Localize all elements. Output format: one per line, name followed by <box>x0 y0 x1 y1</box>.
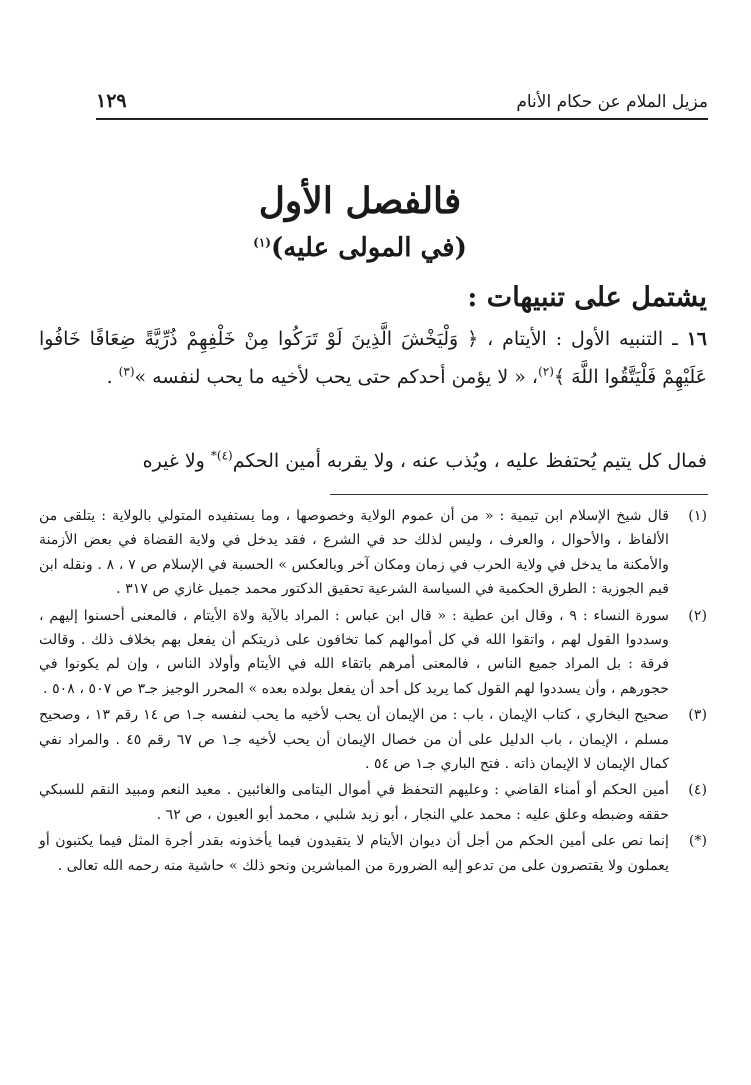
chapter-subtitle-text: (في المولى عليه) <box>270 233 467 263</box>
item-number: ١٦ <box>686 328 707 350</box>
main-paragraph <box>39 320 707 396</box>
item-text-3: . <box>106 366 113 388</box>
footnote-marker: (١) <box>688 508 707 524</box>
footnote-text: قال شيخ الإسلام ابن تيمية : « من أن عموم الولاية وخصوصها ، وما يستفيده المتولي بالولاية : يتلقى من الألفاظ ، والأحوال ، والعرف ، وليس لذلك حد في الشرع ، فقد يدخل في ولاية القضاة في بعض الأزمنة والأمكنة ما يدخل في ولاية الحرب في زمان ومكان آخر وبالعكس » الحسبة في الإسلام ص ٧ ، ٨ . ونقله ابن قيم الجوزية : الطرق الحكمية في السياسة الشرعية تحقيق الدكتور محمد جميل غازي ص ٣١٧ . <box>39 508 669 598</box>
footnote-marker: (٣) <box>688 707 707 724</box>
item-text-1: ـ التنبيه الأول : الأيتام ، ﴿ وَلْيَخْشَ الَّذِينَ لَوْ تَرَكُوا مِنْ خَلْفِهِمْ ذُرِّيَّةً ضِعَافًا خَافُوا عَلَيْهِمْ فَلْيَتَّقُوا اللَّهَ ﴾ <box>39 328 707 388</box>
page-number: ١٢٩ <box>96 90 127 112</box>
second-paragraph <box>39 442 707 480</box>
running-header-title: مزيل الملام عن حكام الأنام <box>516 92 708 112</box>
chapter-subtitle <box>60 233 660 263</box>
footnote-text: إنما نص على أمين الحكم من أجل أن ديوان الأيتام لا يتقيدون فيما يأخذونه بقدر أجرة المثل فيما يكتبون أو يعملون ولا يقتصرون على من تدعو إليه الضرورة من المباشرين ونحو ذلك » حاشية منه رحمه الله تعالى . <box>39 833 669 874</box>
footnote-text: صحيح البخاري ، كتاب الإيمان ، باب : من الإيمان أن يحب لأخيه ما يحب لنفسه جـ١ ص ١٤ رقم ١٣ ، وصحيح مسلم ، الإيمان ، باب الدليل على أن من خصال الإيمان أن يحب لأخيه جـ١ ص ٦٧ رقم ٤٥ . والمراد نفي كمال الإيمان لا الإيمان ذاته . فتح الباري جـ١ ص ٥٤ . <box>39 707 669 773</box>
footnote-ref-2: (٢) <box>538 364 554 379</box>
footnote-2 <box>39 604 707 702</box>
section-label: يشتمل على تنبيهات : <box>467 282 707 313</box>
footnote-separator <box>330 494 708 495</box>
footnote-ref-3: (٣) <box>118 364 135 379</box>
footnote-1 <box>39 504 707 602</box>
chapter-title: فالفصل الأول <box>258 180 462 222</box>
footnote-text: سورة النساء : ٩ ، وقال ابن عطية : « قال ابن عباس : المراد بالآية ولاة الأيتام ، فالمعنى أحسنوا إليهم ، وسددوا القول لهم ، واتقوا الله في كل أموالهم كما تخافون على ذريتكم أن يفعل بهم بخلاف ذلك . وقالت فرقة : بل المراد جميع الناس ، فالمعنى أمرهم باتقاء الله في الأيتام وأولاد الناس ، وإن لم يكونوا في حجورهم ، وأن يسددوا لهم القول كما يريد كل أحد أن يفعل بولده بعده » المحرر الوجيز جـ٣ ص ٥٠٧ ، ٥٠٨ . <box>39 607 669 697</box>
footnote-asterisk <box>39 829 707 878</box>
footnote-4 <box>39 778 707 827</box>
footnote-text: أمين الحكم أو أمناء القاضي : وعليهم التحفظ في أموال اليتامى والغائبين . معيد النعم ومبيد النقم للسبكي حققه وضبطه وعلق عليه : محمد علي النجار ، أبو زيد شلبي ، محمد أبو العيون ، ص ٦٢ . <box>39 782 669 823</box>
footnote-ref-4: (٤)* <box>210 448 233 463</box>
footnote-marker: (*) <box>688 833 707 850</box>
footnotes <box>39 504 707 880</box>
item-text-2: ، « لا يؤمن أحدكم حتى يحب لأخيه ما يحب لنفسه » <box>134 366 539 388</box>
footnote-marker: (٢) <box>688 607 707 624</box>
paragraph-2-text-1: فمال كل يتيم يُحتفظ عليه ، ويُذب عنه ، ولا يقربه أمين الحكم <box>232 450 707 472</box>
footnote-marker: (٤) <box>688 782 707 799</box>
paragraph-2-text-2: ولا غيره <box>142 450 211 472</box>
header-rule <box>96 118 708 120</box>
running-header <box>96 88 708 118</box>
footnote-ref-1: (١) <box>253 235 271 250</box>
footnote-3 <box>39 703 707 776</box>
